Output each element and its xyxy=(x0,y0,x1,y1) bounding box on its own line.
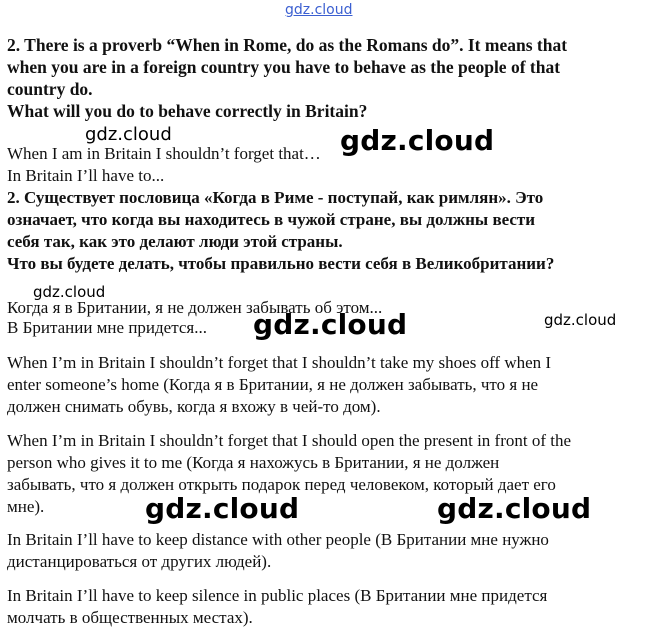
task-en-line-2: when you are in a foreign country you have to behave as the people of that xyxy=(7,57,561,77)
watermark-5: gdz.cloud xyxy=(544,311,617,329)
task-en-line-1: 2. There is a proverb “When in Rome, do as the Romans do”. It means that xyxy=(7,35,568,55)
answer-2-line-3: забывать, что я должен открыть подарок перед человеком, который дает его xyxy=(7,475,556,494)
answer-2-line-2: person who gives it to me (Когда я нахожусь в Британии, я не должен xyxy=(7,453,500,472)
watermark-4: gdz.cloud xyxy=(253,308,408,341)
answer-2-line-1: When I’m in Britain I shouldn’t forget that I should open the present in front of the xyxy=(7,431,572,450)
task-en-answer-start-2: In Britain I’ll have to... xyxy=(7,166,165,185)
answer-3-line-1: In Britain I’ll have to keep distance with other people (В Британии мне нужно xyxy=(7,530,549,549)
task-ru-line-1: 2. Существует пословица «Когда в Риме - поступай, как римлян». Это xyxy=(7,188,544,207)
watermark-1: gdz.cloud xyxy=(85,124,172,145)
answer-1-line-3: должен снимать обувь, когда я вхожу в чей-то дом). xyxy=(7,397,381,416)
task-ru-answer-start-1: Когда я в Британии, я не должен забывать об этом... xyxy=(7,298,383,317)
watermark-6: gdz.cloud xyxy=(145,492,300,525)
answer-4-line-1: In Britain I’ll have to keep silence in public places (В Британии мне придется xyxy=(7,586,548,605)
task-en-line-3: country do. xyxy=(7,79,93,99)
answer-2-line-4: мне). xyxy=(7,497,45,516)
answer-1-line-2: enter someone’s home (Когда я в Британии, я не должен забывать, что я не xyxy=(7,375,539,394)
task-ru-answer-start-2: В Британии мне придется... xyxy=(7,318,207,337)
task-ru-question: Что вы будете делать, чтобы правильно вести себя в Великобритании? xyxy=(7,254,555,273)
answer-3-line-2: дистанцироваться от других людей). xyxy=(7,552,272,571)
task-en-question: What will you do to behave correctly in Britain? xyxy=(7,101,368,121)
watermark-3: gdz.cloud xyxy=(33,283,106,301)
task-ru-line-3: себя так, как это делают люди этой страны. xyxy=(7,232,343,251)
task-ru-line-2: означает, что когда вы находитесь в чужой стране, вы должны вести xyxy=(7,210,536,229)
answer-1-line-1: When I’m in Britain I shouldn’t forget that I shouldn’t take my shoes off when I xyxy=(7,353,552,372)
answer-4-line-2: молчать в общественных местах). xyxy=(7,608,253,627)
task-en-answer-start-1: When I am in Britain I shouldn’t forget that… xyxy=(7,144,321,163)
watermark-7: gdz.cloud xyxy=(437,492,592,525)
watermark-2: gdz.cloud xyxy=(340,124,495,157)
watermark-top-link[interactable]: gdz.cloud xyxy=(285,2,353,18)
